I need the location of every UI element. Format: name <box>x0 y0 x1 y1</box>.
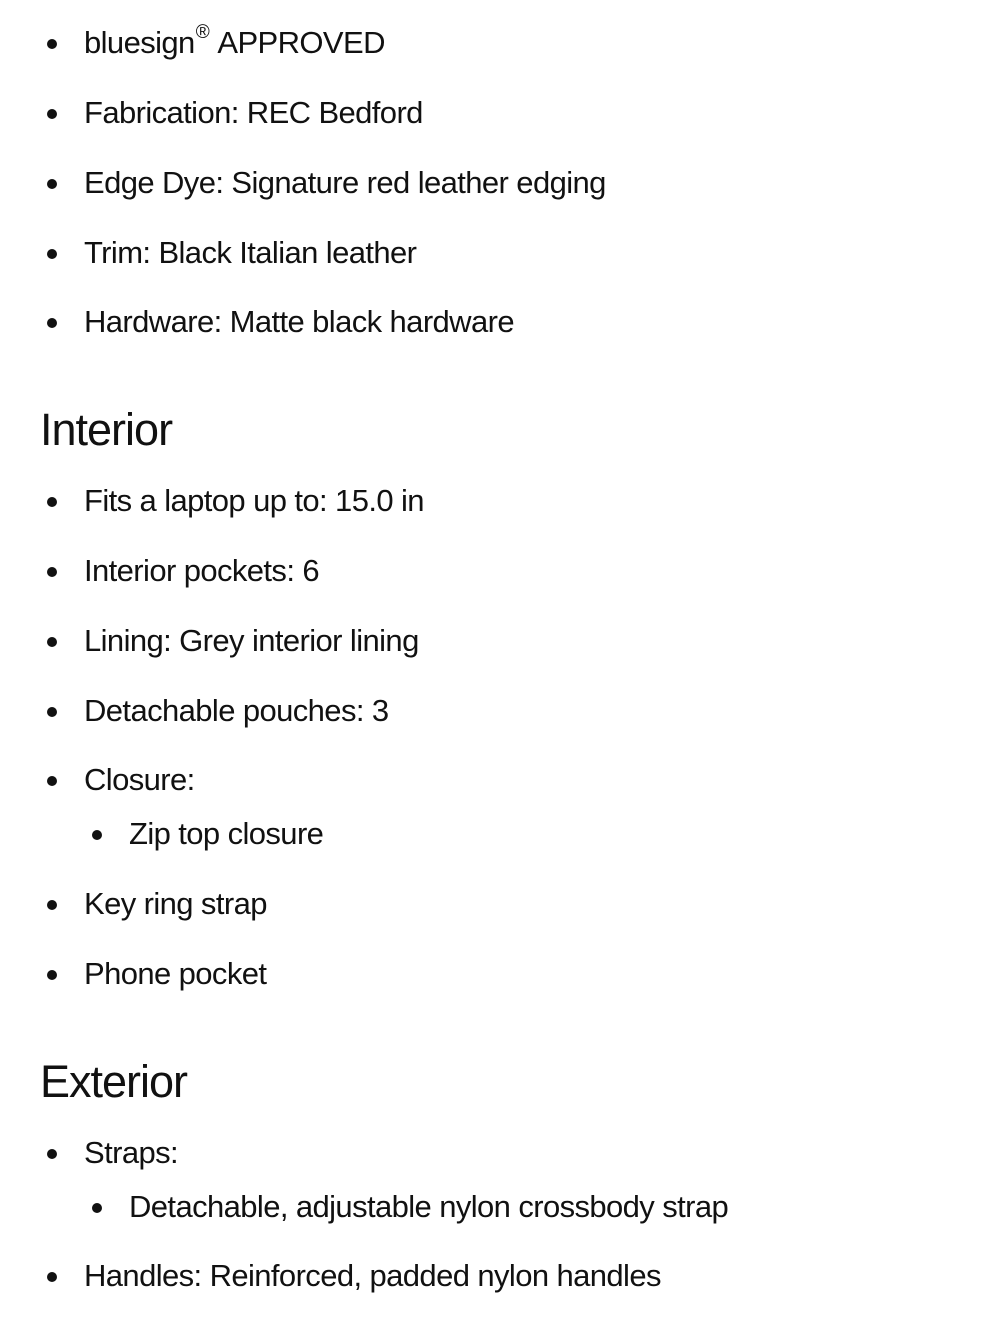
spec-item-label: Detachable pouches: 3 <box>84 693 389 728</box>
spec-item-label: Edge Dye: Signature red leather edging <box>84 165 606 200</box>
spec-item-label: Hardware: Matte black hardware <box>84 304 514 339</box>
spec-item-phone-pocket <box>84 954 266 994</box>
spec-item-label: Key ring strap <box>84 886 267 921</box>
spec-item-label: bluesign <box>84 25 195 60</box>
spec-subitem-zip-top <box>129 814 323 854</box>
registered-mark: ® <box>195 21 210 43</box>
spec-item-label: Lining: Grey interior lining <box>84 623 419 658</box>
spec-item-handles <box>84 1256 661 1296</box>
spec-item-hardware <box>84 302 514 342</box>
spec-item-label: Fits a laptop up to: 15.0 in <box>84 483 424 518</box>
exterior-heading: Exterior <box>40 1056 188 1107</box>
spec-item-straps <box>84 1133 178 1173</box>
spec-item-laptop-fit <box>84 481 424 521</box>
spec-subitem-label: Zip top closure <box>129 816 324 851</box>
spec-item-label: Interior pockets: 6 <box>84 553 319 588</box>
spec-item-closure <box>84 760 195 800</box>
spec-item-label: Phone pocket <box>84 956 267 991</box>
spec-subitem-crossbody-strap <box>129 1187 728 1227</box>
spec-item-detachable-pouches <box>84 691 389 731</box>
spec-subitem-label: Detachable, adjustable nylon crossbody strap <box>129 1189 729 1224</box>
spec-item-label: Handles: Reinforced, padded nylon handles <box>84 1258 661 1293</box>
spec-item-lining <box>84 621 419 661</box>
spec-item-interior-pockets <box>84 551 319 591</box>
spec-item-edge-dye <box>84 163 606 203</box>
spec-item-label-rest: APPROVED <box>211 25 385 60</box>
spec-item-fabrication <box>84 93 423 133</box>
spec-item-bluesign <box>84 23 385 63</box>
spec-item-trim <box>84 233 416 273</box>
spec-item-label: Trim: Black Italian leather <box>84 235 417 270</box>
spec-item-key-ring <box>84 884 267 924</box>
spec-item-label: Straps: <box>84 1135 179 1170</box>
interior-heading: Interior <box>40 404 173 455</box>
spec-item-label: Closure: <box>84 762 195 797</box>
spec-item-label: Fabrication: REC Bedford <box>84 95 423 130</box>
